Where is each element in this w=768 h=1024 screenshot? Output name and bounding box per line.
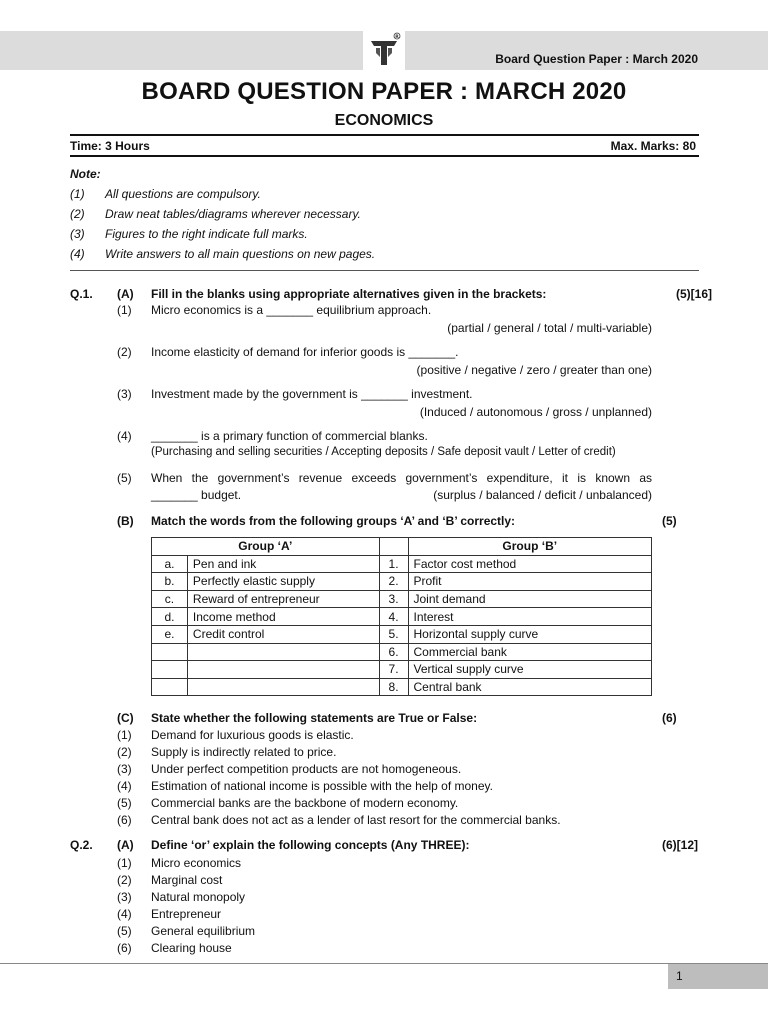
- notes-divider: [70, 270, 699, 271]
- match-table: [151, 537, 652, 696]
- item-text: _______ is a primary function of commercial blanks.: [151, 429, 428, 443]
- table-row: 7. Vertical supply curve: [152, 661, 652, 679]
- running-header: Board Question Paper : March 2020: [495, 52, 698, 66]
- group-b-header: Group ‘B’: [408, 538, 652, 556]
- footer-rule: [0, 963, 768, 964]
- item-text: Marginal cost: [151, 873, 223, 887]
- section-heading: Match the words from the following groups ‘A’ and ‘B’ correctly:: [151, 514, 516, 528]
- svg-text:R: R: [395, 34, 399, 40]
- item-text-continued: _______ budget.: [151, 488, 242, 502]
- note-item: (1) All questions are compulsory.: [70, 187, 261, 201]
- section-marks: (6): [662, 711, 677, 725]
- item-number: (1): [117, 856, 132, 870]
- table-row: d. Income method 4. Interest: [152, 608, 652, 626]
- item-number: (2): [117, 345, 132, 359]
- item-number: (6): [117, 941, 132, 955]
- item-number: (2): [117, 873, 132, 887]
- subject-title: ECONOMICS: [334, 112, 434, 129]
- item-text: Micro economics: [151, 856, 242, 870]
- item-number: (3): [117, 890, 132, 904]
- item-options: (Induced / autonomous / gross / unplanned): [419, 405, 652, 419]
- item-number: (5): [117, 924, 132, 938]
- section-heading: Define ‘or’ explain the following concepts (Any THREE):: [151, 838, 470, 852]
- note-item: (2) Draw neat tables/diagrams wherever necessary.: [70, 207, 361, 221]
- section-heading: State whether the following statements are True or False:: [151, 711, 478, 725]
- table-row: e. Credit control 5. Horizontal supply curve: [152, 625, 652, 643]
- item-number: (5): [117, 471, 132, 485]
- item-number: (1): [117, 728, 132, 742]
- section-marks: (5)[16]: [676, 287, 713, 301]
- item-text: Natural monopoly: [151, 890, 246, 904]
- section-label: (A): [117, 287, 134, 301]
- item-options: (Purchasing and selling securities / Accepting deposits / Safe deposit vault / Letter of credit): [151, 446, 616, 458]
- item-text: Income elasticity of demand for inferior goods is _______.: [151, 345, 459, 359]
- title-rule-bottom: [70, 155, 699, 157]
- item-number: (4): [117, 907, 132, 921]
- item-options: (positive / negative / zero / greater than one): [416, 363, 652, 377]
- question-number: Q.1.: [70, 287, 93, 301]
- max-marks-label: Max. Marks: 80: [610, 139, 696, 153]
- item-number: (6): [117, 813, 132, 827]
- item-number: (5): [117, 796, 132, 810]
- paper-title: BOARD QUESTION PAPER : MARCH 2020: [141, 78, 627, 105]
- item-number: (2): [117, 745, 132, 759]
- item-number: (4): [117, 779, 132, 793]
- item-text: Entrepreneur: [151, 907, 222, 921]
- page-number: 1: [676, 969, 683, 983]
- table-row: 8. Central bank: [152, 678, 652, 696]
- section-marks: (5): [662, 514, 677, 528]
- section-heading: Fill in the blanks using appropriate alternatives given in the brackets:: [151, 287, 547, 301]
- item-text: Central bank does not act as a lender of last resort for the commercial banks.: [151, 813, 561, 827]
- table-row: b. Perfectly elastic supply 2. Profit: [152, 573, 652, 591]
- group-a-header: Group ‘A’: [152, 538, 380, 556]
- section-label: (C): [117, 711, 134, 725]
- item-options: (surplus / balanced / deficit / unbalanced): [433, 488, 652, 502]
- item-text: Under perfect competition products are not homogeneous.: [151, 762, 462, 776]
- table-header-row: [152, 538, 652, 556]
- time-label: Time: 3 Hours: [70, 139, 150, 153]
- section-marks: (6)[12]: [662, 838, 699, 852]
- question-number: Q.2.: [70, 838, 93, 852]
- title-rule-top: [70, 134, 699, 136]
- item-text: Clearing house: [151, 941, 232, 955]
- item-text: Commercial banks are the backbone of modern economy.: [151, 796, 459, 810]
- item-number: (4): [117, 429, 132, 443]
- item-number: (1): [117, 303, 132, 317]
- note-item: (3) Figures to the right indicate full marks.: [70, 227, 308, 241]
- item-text: Demand for luxurious goods is elastic.: [151, 728, 354, 742]
- section-label: (B): [117, 514, 134, 528]
- item-text: Micro economics is a _______ equilibrium approach.: [151, 303, 432, 317]
- table-row: a. Pen and ink 1. Factor cost method: [152, 555, 652, 573]
- table-row: 6. Commercial bank: [152, 643, 652, 661]
- note-item: (4) Write answers to all main questions on new pages.: [70, 247, 376, 261]
- item-text: General equilibrium: [151, 924, 256, 938]
- item-number: (3): [117, 387, 132, 401]
- item-text: When the government’s revenue exceeds government’s expenditure, it is known as: [151, 471, 652, 485]
- section-label: (A): [117, 838, 134, 852]
- table-row: c. Reward of entrepreneur 3. Joint demand: [152, 590, 652, 608]
- page-number-box: [668, 964, 768, 989]
- item-text: Supply is indirectly related to price.: [151, 745, 337, 759]
- item-options: (partial / general / total / multi-variable): [447, 321, 652, 335]
- item-number: (3): [117, 762, 132, 776]
- publisher-logo: [363, 31, 405, 70]
- item-text: Investment made by the government is _______ investment.: [151, 387, 473, 401]
- item-text: Estimation of national income is possible with the help of money.: [151, 779, 493, 793]
- note-heading: Note:: [70, 167, 101, 181]
